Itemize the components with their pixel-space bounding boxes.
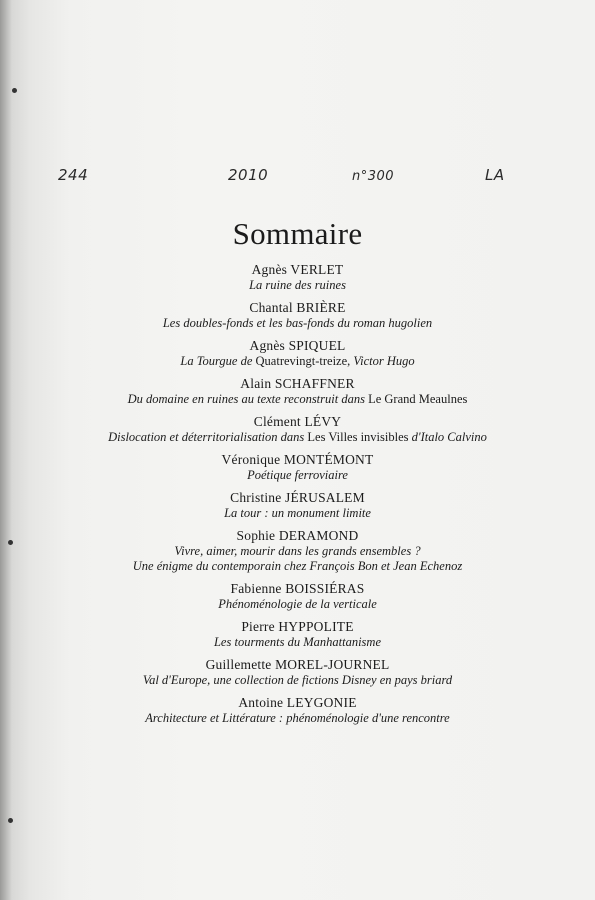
author-name: Sophie DERAMOND bbox=[236, 528, 359, 543]
toc-entry bbox=[0, 337, 595, 369]
binding-hole bbox=[12, 88, 17, 93]
title-segment: Du domaine en ruines au texte reconstruit dans bbox=[127, 392, 369, 406]
article-title bbox=[0, 430, 595, 445]
title-segment: Poétique ferroviaire bbox=[247, 468, 348, 482]
title-segment: d'Italo Calvino bbox=[411, 430, 487, 444]
article-title bbox=[0, 544, 595, 559]
author-name: Alain SCHAFFNER bbox=[240, 376, 355, 391]
author-name: Agnès VERLET bbox=[251, 262, 344, 277]
article-title bbox=[0, 559, 595, 574]
title-segment: Phénoménologie de la verticale bbox=[218, 597, 377, 611]
title-segment: Les Villes invisibles bbox=[307, 430, 412, 444]
title-segment: Les tourments du Manhattanisme bbox=[213, 635, 381, 649]
handwritten-annotation: n°300 bbox=[352, 169, 395, 184]
title-segment: Dislocation et déterritorialisation dans bbox=[108, 430, 308, 444]
article-title bbox=[0, 673, 595, 688]
title-segment: Quatrevingt-treize, bbox=[255, 354, 354, 368]
title-segment: La tour : un monument limite bbox=[224, 506, 371, 520]
toc-entry bbox=[0, 618, 595, 650]
toc-entry bbox=[0, 261, 595, 293]
author-name: Véronique MONTÉMONT bbox=[221, 452, 374, 467]
title-segment: Les doubles-fonds et les bas-fonds du roman hugolien bbox=[162, 316, 433, 330]
author-name: Christine JÉRUSALEM bbox=[230, 490, 365, 505]
toc-entry bbox=[0, 580, 595, 612]
author-name: Chantal BRIÈRE bbox=[249, 300, 346, 315]
page-title: Sommaire bbox=[232, 216, 363, 251]
title-segment: Une énigme du contemporain chez François Bon et Jean Echenoz bbox=[132, 559, 463, 573]
binding-hole bbox=[8, 818, 13, 823]
title-segment: La Tourgue de bbox=[180, 354, 256, 368]
article-title bbox=[0, 354, 595, 369]
title-segment: Victor Hugo bbox=[353, 354, 415, 368]
title-segment: Vivre, aimer, mourir dans les grands ensembles ? bbox=[174, 544, 421, 558]
title-segment: Le Grand Meaulnes bbox=[368, 392, 468, 406]
toc-entry bbox=[0, 451, 595, 483]
table-of-contents bbox=[0, 261, 595, 732]
toc-entry bbox=[0, 489, 595, 521]
handwritten-annotation: 2010 bbox=[228, 166, 269, 184]
title-segment: Val d'Europe, une collection de fictions Disney en pays briard bbox=[142, 673, 453, 687]
handwritten-annotation: LA bbox=[485, 166, 505, 184]
article-title bbox=[0, 468, 595, 483]
author-name: Clément LÉVY bbox=[253, 414, 342, 429]
toc-entry bbox=[0, 656, 595, 688]
toc-entry bbox=[0, 299, 595, 331]
author-name: Guillemette MOREL-JOURNEL bbox=[205, 657, 390, 672]
toc-entry bbox=[0, 375, 595, 407]
author-name: Pierre HYPPOLITE bbox=[241, 619, 354, 634]
article-title bbox=[0, 278, 595, 293]
toc-entry bbox=[0, 413, 595, 445]
toc-entry bbox=[0, 527, 595, 574]
article-title bbox=[0, 597, 595, 612]
article-title bbox=[0, 392, 595, 407]
article-title bbox=[0, 711, 595, 726]
title-segment: La ruine des ruines bbox=[249, 278, 346, 292]
author-name: Fabienne BOISSIÉRAS bbox=[230, 581, 365, 596]
toc-entry bbox=[0, 694, 595, 726]
article-title bbox=[0, 506, 595, 521]
title-segment: Architecture et Littérature : phénoménologie d'une rencontre bbox=[145, 711, 450, 725]
article-title bbox=[0, 635, 595, 650]
handwritten-annotation: 244 bbox=[58, 166, 89, 184]
author-name: Antoine LEYGONIE bbox=[238, 695, 357, 710]
article-title bbox=[0, 316, 595, 331]
author-name: Agnès SPIQUEL bbox=[249, 338, 346, 353]
